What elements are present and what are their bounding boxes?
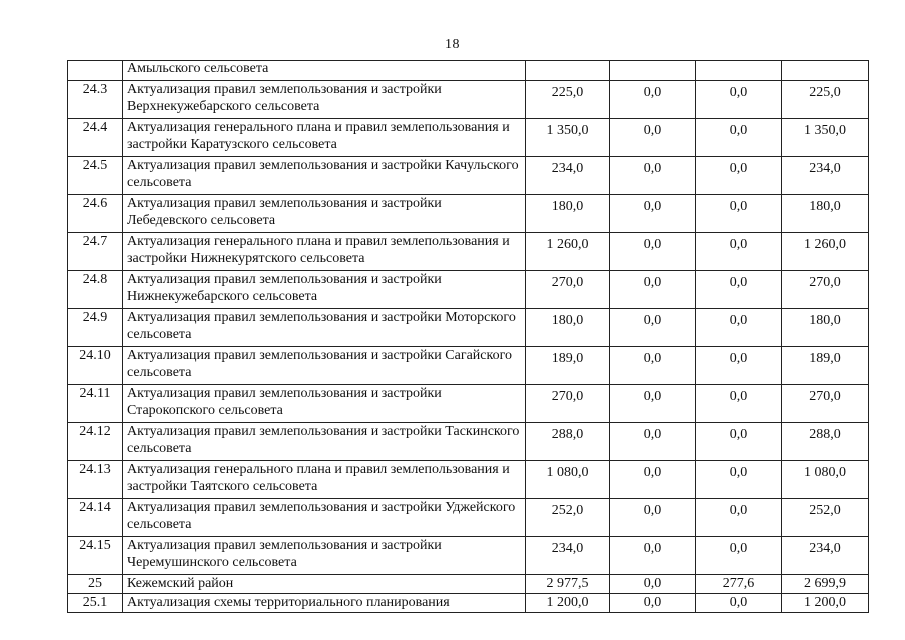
row-number: [68, 61, 123, 81]
cell-total: [526, 61, 610, 81]
cell-col2: [610, 61, 696, 81]
cell-col4: 252,0: [782, 499, 869, 537]
cell-total: 225,0: [526, 81, 610, 119]
table-row: [68, 309, 869, 347]
cell-col4: 225,0: [782, 81, 869, 119]
cell-col2: 0,0: [610, 423, 696, 461]
cell-col3: 0,0: [696, 309, 782, 347]
cell-total: 270,0: [526, 271, 610, 309]
cell-col3: 0,0: [696, 537, 782, 575]
page-number: 18: [445, 37, 460, 52]
table-row: [68, 594, 869, 613]
table-row: [68, 271, 869, 309]
row-name: Актуализация правил землепользования и застройки Черемушинского сельсовета: [123, 537, 526, 575]
row-number: 24.14: [68, 499, 123, 537]
table-row: [68, 81, 869, 119]
cell-total: 234,0: [526, 157, 610, 195]
row-name: Актуализация генерального плана и правил землепользования и застройки Каратузского сельсовета: [123, 119, 526, 157]
row-name: Актуализация правил землепользования и застройки Моторского сельсовета: [123, 309, 526, 347]
row-number: 24.7: [68, 233, 123, 271]
table-row: [68, 575, 869, 594]
cell-col3: 0,0: [696, 499, 782, 537]
cell-col4: 1 080,0: [782, 461, 869, 499]
cell-col2: 0,0: [610, 81, 696, 119]
cell-col2: 0,0: [610, 271, 696, 309]
table-row: [68, 423, 869, 461]
row-name: Актуализация правил землепользования и застройки Верхнекужебарского сельсовета: [123, 81, 526, 119]
table-row: [68, 119, 869, 157]
cell-col3: 0,0: [696, 157, 782, 195]
cell-col3: 0,0: [696, 423, 782, 461]
cell-col3: 0,0: [696, 271, 782, 309]
table-row: [68, 61, 869, 81]
cell-col3: 277,6: [696, 575, 782, 594]
cell-total: 1 200,0: [526, 594, 610, 613]
cell-col2: 0,0: [610, 575, 696, 594]
cell-col4: 288,0: [782, 423, 869, 461]
row-number: 24.15: [68, 537, 123, 575]
row-number: 24.6: [68, 195, 123, 233]
cell-col3: 0,0: [696, 233, 782, 271]
row-name: Актуализация правил землепользования и застройки Сагайского сельсовета: [123, 347, 526, 385]
row-name: Актуализация правил землепользования и застройки Лебедевского сельсовета: [123, 195, 526, 233]
cell-col4: 1 200,0: [782, 594, 869, 613]
cell-col3: 0,0: [696, 385, 782, 423]
cell-col4: 1 350,0: [782, 119, 869, 157]
row-name: Актуализация правил землепользования и застройки Таскинского сельсовета: [123, 423, 526, 461]
cell-total: 288,0: [526, 423, 610, 461]
row-number: 24.10: [68, 347, 123, 385]
row-number: 24.13: [68, 461, 123, 499]
row-number: 25: [68, 575, 123, 594]
row-name: Актуализация генерального плана и правил землепользования и застройки Таятского сельсовета: [123, 461, 526, 499]
cell-col3: 0,0: [696, 119, 782, 157]
table-row: [68, 499, 869, 537]
cell-col4: 2 699,9: [782, 575, 869, 594]
cell-col3: 0,0: [696, 195, 782, 233]
table-row: [68, 385, 869, 423]
budget-table: [67, 60, 869, 613]
row-number: 24.12: [68, 423, 123, 461]
cell-total: 270,0: [526, 385, 610, 423]
row-number: 24.5: [68, 157, 123, 195]
cell-col4: 180,0: [782, 309, 869, 347]
row-number: 24.8: [68, 271, 123, 309]
cell-col2: 0,0: [610, 537, 696, 575]
cell-col4: 270,0: [782, 385, 869, 423]
row-name: Актуализация генерального плана и правил землепользования и застройки Нижнекурятского сельсовета: [123, 233, 526, 271]
row-number: 25.1: [68, 594, 123, 613]
cell-col2: 0,0: [610, 157, 696, 195]
cell-total: 252,0: [526, 499, 610, 537]
cell-col3: 0,0: [696, 347, 782, 385]
cell-col4: [782, 61, 869, 81]
cell-col4: 180,0: [782, 195, 869, 233]
table-row: [68, 537, 869, 575]
cell-col2: 0,0: [610, 385, 696, 423]
row-name: Амыльского сельсовета: [123, 61, 526, 81]
cell-col2: 0,0: [610, 594, 696, 613]
row-number: 24.9: [68, 309, 123, 347]
row-number: 24.4: [68, 119, 123, 157]
row-name: Актуализация правил землепользования и застройки Уджейского сельсовета: [123, 499, 526, 537]
cell-col4: 234,0: [782, 157, 869, 195]
cell-col4: 1 260,0: [782, 233, 869, 271]
table-row: [68, 461, 869, 499]
cell-total: 1 260,0: [526, 233, 610, 271]
table-row: [68, 195, 869, 233]
cell-col2: 0,0: [610, 499, 696, 537]
cell-col4: 234,0: [782, 537, 869, 575]
cell-col3: 0,0: [696, 81, 782, 119]
cell-col4: 189,0: [782, 347, 869, 385]
cell-col2: 0,0: [610, 233, 696, 271]
cell-col3: 0,0: [696, 594, 782, 613]
cell-col2: 0,0: [610, 347, 696, 385]
row-number: 24.11: [68, 385, 123, 423]
cell-total: 1 080,0: [526, 461, 610, 499]
row-name: Актуализация правил землепользования и застройки Старокопского сельсовета: [123, 385, 526, 423]
row-name: Актуализация правил землепользования и застройки Качульского сельсовета: [123, 157, 526, 195]
table-row: [68, 233, 869, 271]
cell-total: 1 350,0: [526, 119, 610, 157]
cell-col3: [696, 61, 782, 81]
table-row: [68, 347, 869, 385]
cell-total: 180,0: [526, 195, 610, 233]
row-number: 24.3: [68, 81, 123, 119]
cell-col2: 0,0: [610, 309, 696, 347]
row-name: Кежемский район: [123, 575, 526, 594]
cell-col2: 0,0: [610, 195, 696, 233]
table-row: [68, 157, 869, 195]
cell-total: 180,0: [526, 309, 610, 347]
cell-col4: 270,0: [782, 271, 869, 309]
cell-col3: 0,0: [696, 461, 782, 499]
row-name: Актуализация правил землепользования и застройки Нижнекужебарского сельсовета: [123, 271, 526, 309]
cell-total: 189,0: [526, 347, 610, 385]
cell-col2: 0,0: [610, 461, 696, 499]
cell-col2: 0,0: [610, 119, 696, 157]
cell-total: 234,0: [526, 537, 610, 575]
row-name: Актуализация схемы территориального планирования: [123, 594, 526, 613]
cell-total: 2 977,5: [526, 575, 610, 594]
